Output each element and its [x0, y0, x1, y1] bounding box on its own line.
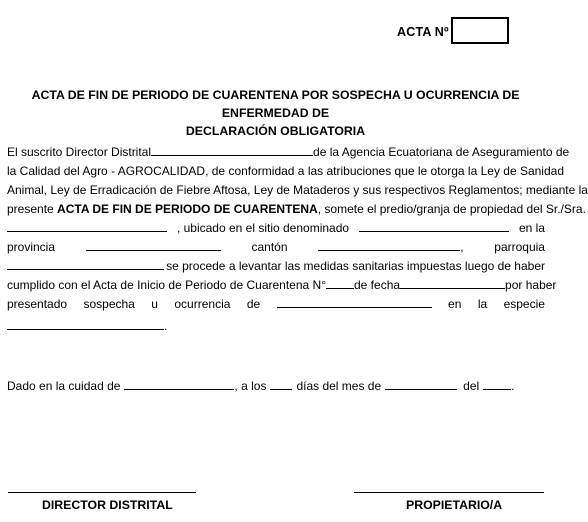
- title-line-1: ACTA DE FIN DE PERIODO DE CUARENTENA POR SOSPECHA U OCURRENCIA DE ENFERMEDAD DE: [31, 88, 520, 120]
- owner-signature-line: [354, 492, 544, 493]
- text: de la Agencia Ecuatoriana de Aseguramiento de: [313, 145, 570, 159]
- text: se procede a levantar las medidas sanitarias impuestas luego de haber: [166, 259, 545, 273]
- acta-number-label: ACTA Nº: [397, 25, 449, 39]
- owner-signature-label: PROPIETARIO/A: [406, 498, 503, 512]
- text: en la: [518, 221, 545, 235]
- text: Dado en la cuidad de: [7, 379, 121, 393]
- text: por haber: [505, 278, 557, 292]
- city-blank: [124, 378, 234, 390]
- text: sospecha: [83, 297, 135, 311]
- text: cumplido con el Acta de Inicio de Periodo de Cuarentena N°: [7, 278, 326, 292]
- body-line-5: [7, 220, 545, 236]
- initial-act-date-blank: [400, 277, 505, 289]
- director-name-blank: [151, 144, 313, 156]
- text: la: [477, 297, 488, 311]
- text: de fecha: [354, 278, 401, 292]
- year-blank: [483, 378, 511, 390]
- text: Animal, Ley de Erradicación de Fiebre Aftosa, Ley de Mataderos y sus respectivos Reglamentos; mediante la: [7, 183, 588, 197]
- body-line-9: [7, 296, 545, 312]
- acta-number-box: [451, 17, 509, 44]
- owner-name-blank: [7, 220, 167, 232]
- text: provincia: [7, 240, 56, 254]
- body-line-1: [7, 144, 570, 160]
- province-blank: [86, 239, 221, 251]
- title-line-2: DECLARACIÓN OBLIGATORIA: [185, 124, 366, 138]
- body-line-8: [7, 277, 557, 293]
- text: del: [463, 379, 480, 393]
- initial-act-number-blank: [326, 277, 354, 289]
- dated-line: [7, 378, 545, 394]
- text: parroquia: [494, 240, 545, 254]
- day-blank: [270, 378, 292, 390]
- canton-group: [318, 239, 463, 255]
- text: , ubicado en el sitio denominado: [176, 221, 350, 235]
- body-line-10: [7, 318, 545, 334]
- text: [7, 201, 586, 217]
- body-line-6: [7, 239, 545, 255]
- director-signature-line: [8, 492, 196, 493]
- body-line-3: [7, 182, 588, 198]
- body-line-4: [7, 201, 586, 217]
- text: , a los: [234, 379, 267, 393]
- text-part: , somete el predio/granja de propiedad del Sr./Sra.: [317, 202, 586, 216]
- text: días del mes de: [296, 379, 382, 393]
- text: .: [511, 379, 515, 393]
- text: presentado: [7, 297, 68, 311]
- text: especie: [503, 297, 545, 311]
- text: ,: [460, 240, 464, 254]
- disease-blank: [277, 296, 432, 308]
- text: la Calidad del Agro - AGROCALIDAD, de conformidad a las atribuciones que le otorga la Ley de Sanidad: [7, 164, 564, 178]
- text: El suscrito Director Distrital: [7, 145, 152, 159]
- body-line-2: [7, 163, 564, 179]
- species-blank: [7, 318, 164, 330]
- text: cantón: [251, 240, 288, 254]
- text: .: [164, 319, 168, 333]
- text: ocurrencia: [174, 297, 231, 311]
- director-signature-label: DIRECTOR DISTRITAL: [42, 498, 173, 512]
- document-title: [4, 86, 547, 140]
- text-part: presente: [7, 202, 54, 216]
- text: u: [151, 297, 158, 311]
- text: de: [246, 297, 261, 311]
- canton-blank: [318, 239, 460, 251]
- parish-blank: [7, 258, 164, 270]
- bold-act-name: ACTA DE FIN DE PERIODO DE CUARENTENA: [57, 202, 318, 216]
- month-blank: [385, 378, 457, 390]
- site-name-blank: [359, 220, 509, 232]
- body-line-7: [7, 258, 545, 274]
- text: en: [448, 297, 462, 311]
